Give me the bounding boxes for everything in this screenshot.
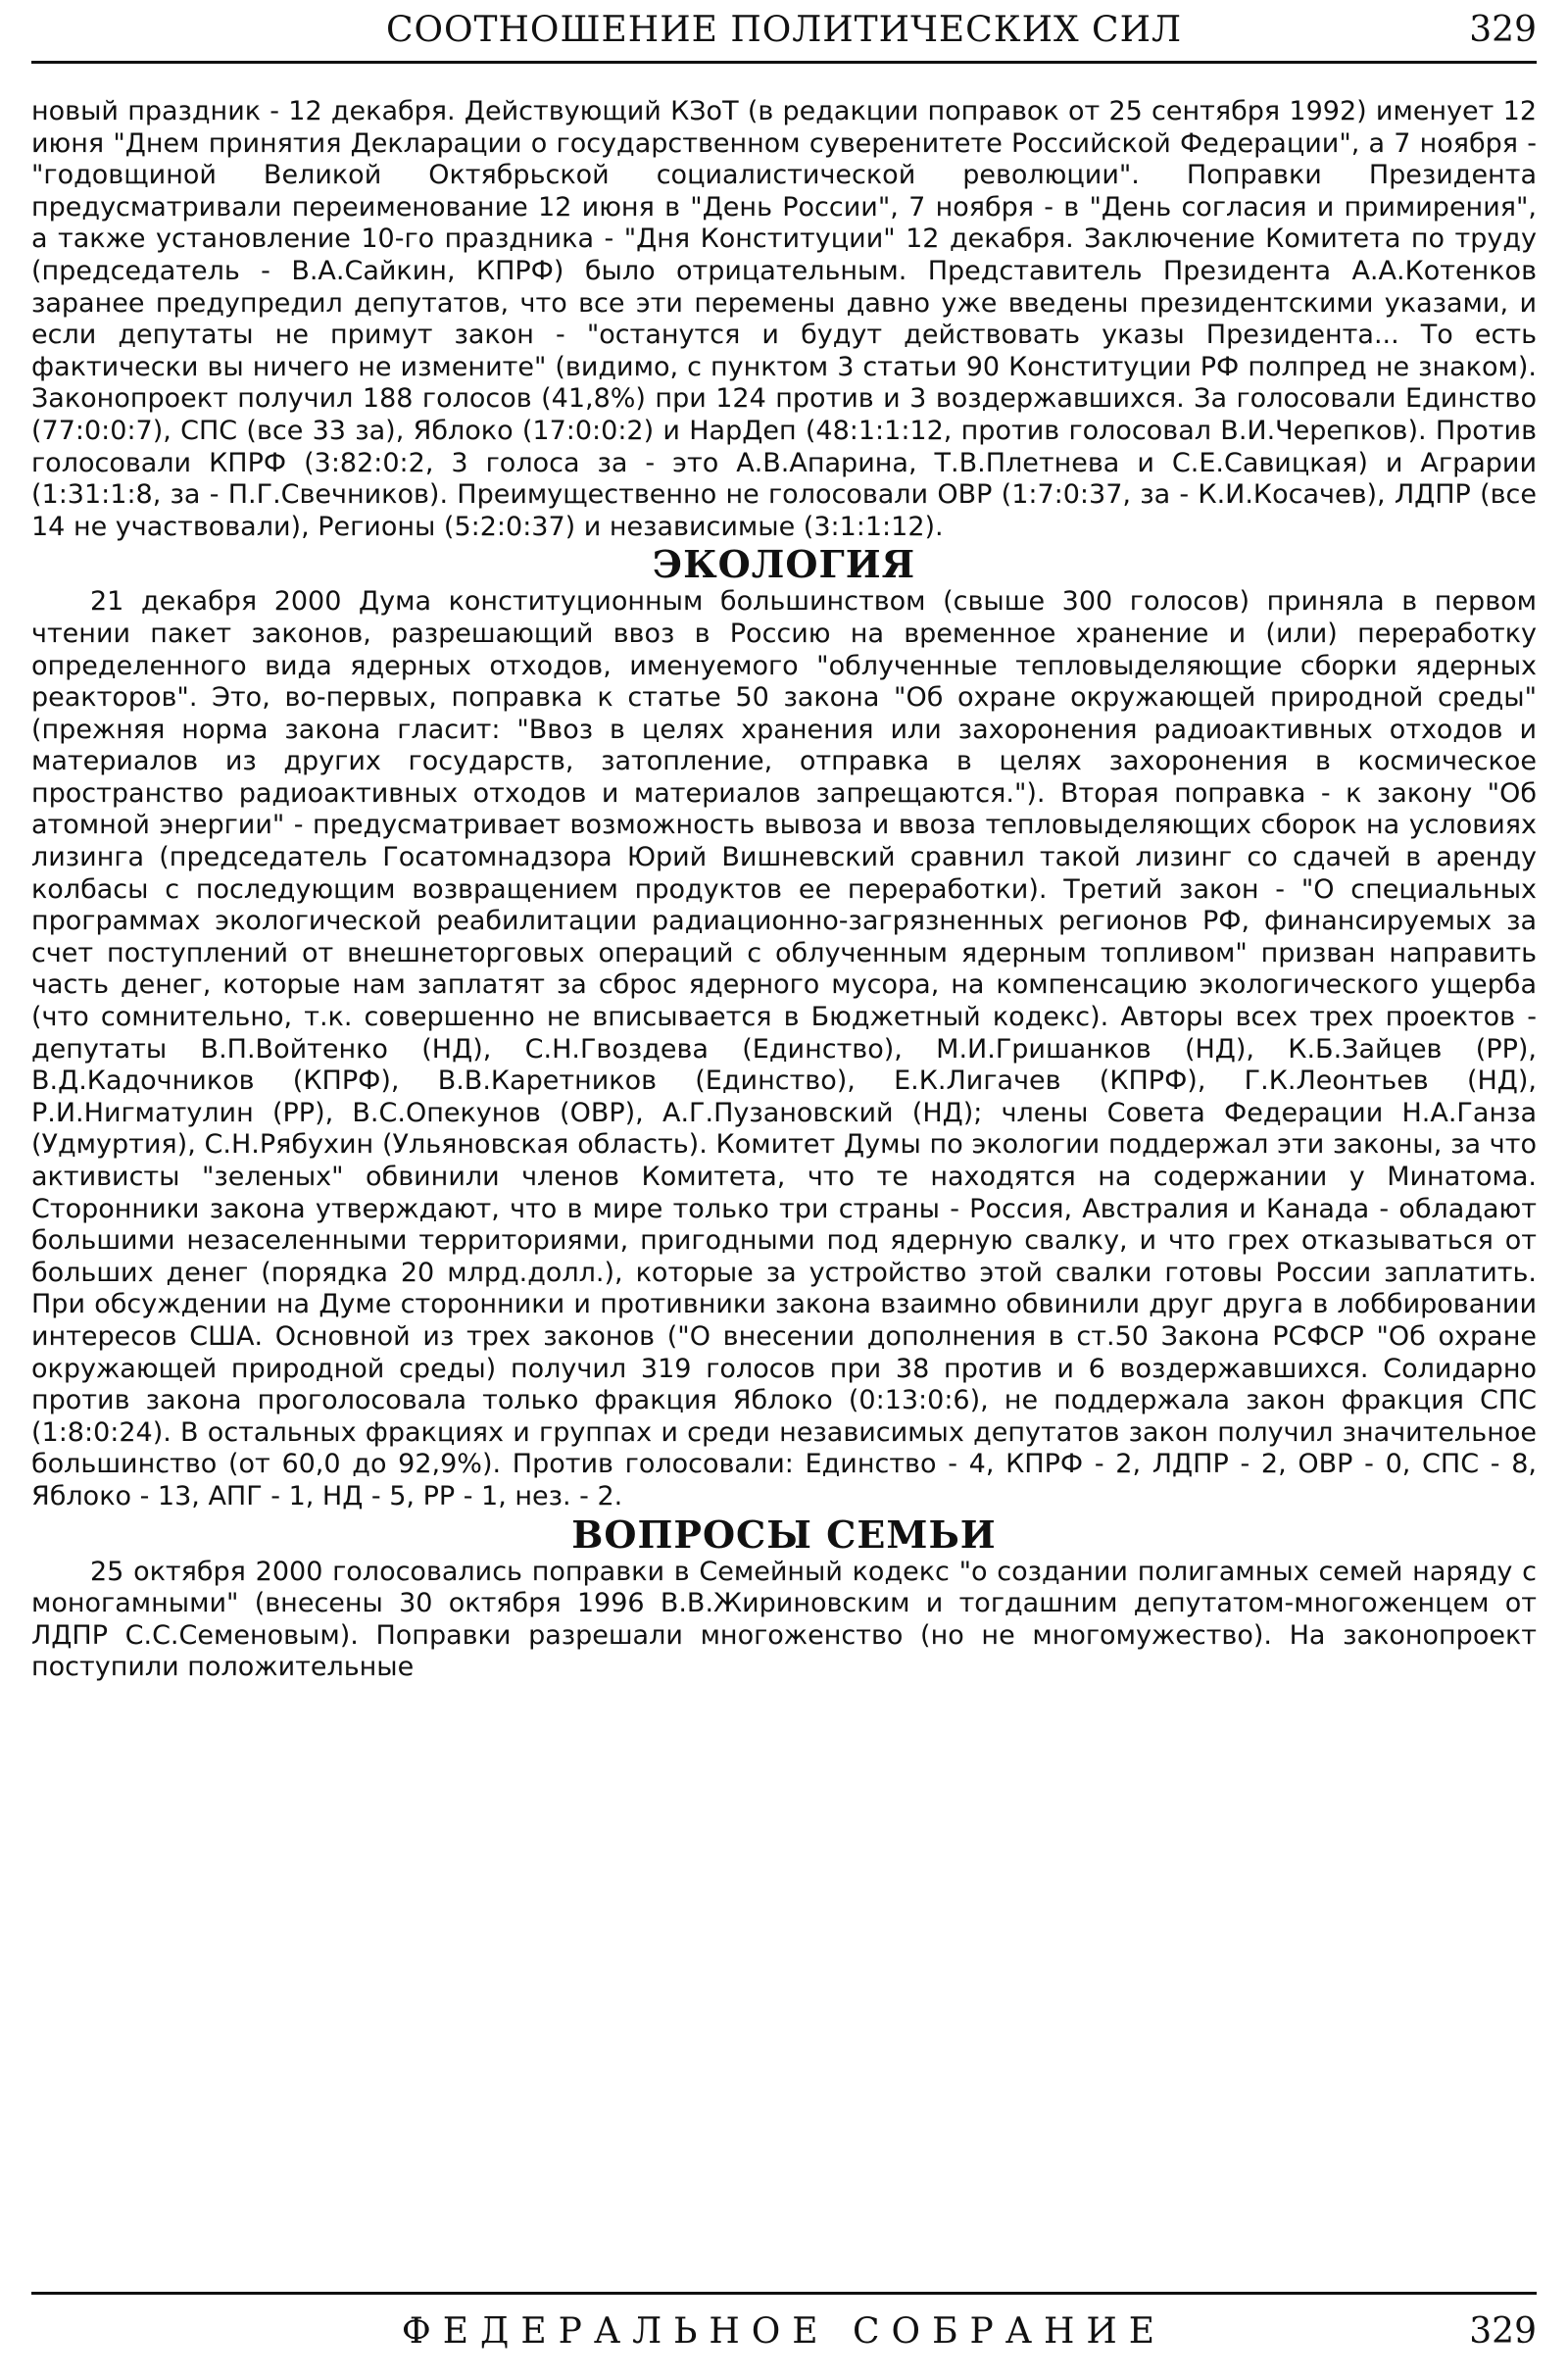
- header-rule: [31, 61, 1537, 64]
- intro-paragraph: новый праздник - 12 декабря. Действующий КЗоТ (в редакции поправок от 25 сентября 1992) именует 12 июня "Днем принятия Декларации о государственном суверенитете Российской Федерации", а 7 ноября - "годовщиной Великой Октябрьской социалистической революции". Поправки Президента предусматривали переименование 12 июня в "День России", 7 ноября - в "День согласия и примирения", а также установление 10-го праздника - "Дня Конституции" 12 декабря. Заключение Комитета по труду (председатель - В.А.Сайкин, КПРФ) было отрицательным. Представитель Президента А.А.Котенков заранее предупредил депутатов, что все эти перемены давно уже введены президентскими указами, и если депутаты не примут закон - "останутся и будут действовать указы Президента... То есть фактически вы ничего не измените" (видимо, с пунктом 3 статьи 90 Конституции РФ полпред не знаком). Законопроект получил 188 голосов (41,8%) при 124 против и 3 воздержавшихся. За голосовали Единство (77:0:0:7), СПС (все 33 за), Яблоко (17:0:0:2) и НарДеп (48:1:1:12, против голосовал В.И.Черепков). Против голосовали КПРФ (3:82:0:2, 3 голоса за - это А.В.Апарина, Т.В.Плетнева и С.Е.Савицкая) и Аграрии (1:31:1:8, за - П.Г.Свечников). Преимущественно не голосовали ОВР (1:7:0:37, за - К.И.Косачев), ЛДПР (все 14 не участвовали), Регионы (5:2:0:37) и независимые (3:1:1:12).: [31, 96, 1537, 542]
- running-header: [31, 6, 1537, 61]
- page-body: [31, 96, 1537, 2218]
- section-heading-family: ВОПРОСЫ СЕМЬИ: [571, 1512, 997, 1557]
- running-footer-title: ФЕДЕРАЛЬНОЕ СОБРАНИЕ: [401, 2311, 1167, 2352]
- footer-rule: [31, 2292, 1537, 2295]
- footer-page-number: 329: [1469, 2311, 1537, 2352]
- running-header-title: СООТНОШЕНИЕ ПОЛИТИЧЕСКИХ СИЛ: [385, 10, 1183, 50]
- running-footer: [31, 2304, 1537, 2362]
- section-heading-ecology: ЭКОЛОГИЯ: [652, 542, 916, 587]
- book-page: [31, 0, 1537, 2379]
- family-paragraph: 25 октября 2000 голосовались поправки в Семейный кодекс "о создании полигамных семей наряду с моногамными" (внесены 30 октября 1996 В.В.Жириновским и тогдашним депутатом-многоженцем от ЛДПР С.С.Семеновым). Поправки разрешали многоженство (но не многомужество). На законопроект поступили положительные: [31, 1556, 1537, 1683]
- ecology-paragraph: 21 декабря 2000 Дума конституционным большинством (свыше 300 голосов) приняла в первом чтении пакет законов, разрешающий ввоз в Россию на временное хранение и (или) переработку определенного вида ядерных отходов, именуемого "облученные тепловыделяющие сборки ядерных реакторов". Это, во-первых, поправка к статье 50 закона "Об охране окружающей природной среды" (прежняя норма закона гласит: "Ввоз в целях хранения или захоронения радиоактивных отходов и материалов из других государств, затопление, отправка в целях захоронения в космическое пространство радиоактивных отходов и материалов запрещаются."). Вторая поправка - к закону "Об атомной энергии" - предусматривает возможность вывоза и ввоза тепловыделяющих сборок на условиях лизинга (председатель Госатомнадзора Юрий Вишневский сравнил такой лизинг со сдачей в аренду колбасы с последующим возвращением продуктов ее переработки). Третий закон - "О специальных программах экологической реабилитации радиационно-загрязненных регионов РФ, финансируемых за счет поступлений от внешнеторговых операций с облученным ядерным топливом" призван направить часть денег, которые нам заплатят за сброс ядерного мусора, на компенсацию экологического ущерба (что сомнительно, т.к. совершенно не вписывается в Бюджетный кодекс). Авторы всех трех проектов - депутаты В.П.Войтенко (НД), С.Н.Гвоздева (Единство), М.И.Гришанков (НД), К.Б.Зайцев (РР), В.Д.Кадочников (КПРФ), В.В.Каретников (Единство), Е.К.Лигачев (КПРФ), Г.К.Леонтьев (НД), Р.И.Нигматулин (РР), В.С.Опекунов (ОВР), А.Г.Пузановский (НД); члены Совета Федерации Н.А.Ганза (Удмуртия), С.Н.Рябухин (Ульяновская область). Комитет Думы по экологии поддержал эти законы, за что активисты "зеленых" обвинили членов Комитета, что те находятся на содержании у Минатома. Сторонники закона утверждают, что в мире только три страны - Россия, Австралия и Канада - обладают большими незаселенными территориями, пригодными под ядерную свалку, и что грех отказываться от больших денег (порядка 20 млрд.долл.), которые за устройство этой свалки готовы России заплатить. При обсуждении на Думе сторонники и противники закона взаимно обвинили друг друга в лоббировании интересов США. Основной из трех законов ("О внесении дополнения в ст.50 Закона РСФСР "Об охране окружающей природной среды) получил 319 голосов при 38 против и 6 воздержавшихся. Солидарно против закона проголосовала только фракция Яблоко (0:13:0:6), не поддержала закон фракция СПС (1:8:0:24). В остальных фракциях и группах и среди независимых депутатов закон получил значительное большинство (от 60,0 до 92,9%). Против голосовали: Единство - 4, КПРФ - 2, ЛДПР - 2, ОВР - 0, СПС - 8, Яблоко - 13, АПГ - 1, НД - 5, РР - 1, нез. - 2.: [31, 586, 1537, 1512]
- header-page-number: 329: [1469, 10, 1537, 50]
